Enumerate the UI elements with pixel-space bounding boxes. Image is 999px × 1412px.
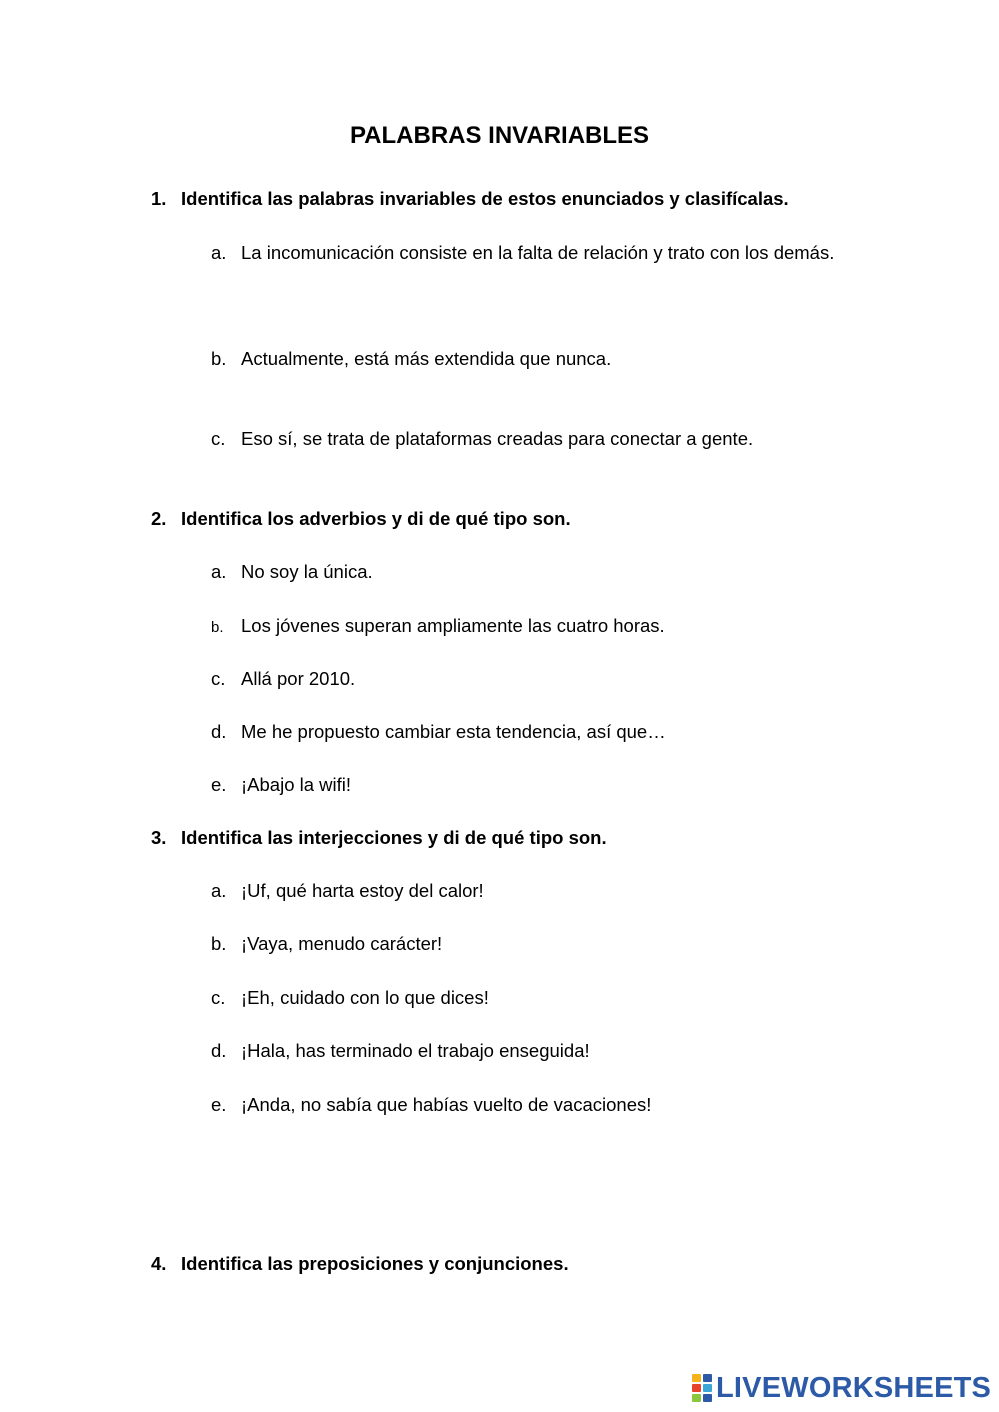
logo-square xyxy=(703,1374,712,1382)
item-letter: c. xyxy=(211,428,226,449)
question-prompt: Identifica las preposiciones y conjunciones. xyxy=(181,1253,569,1274)
question-3-heading xyxy=(151,826,607,850)
question-3-item-e xyxy=(211,1091,877,1118)
item-letter: a. xyxy=(211,242,227,263)
question-4-heading xyxy=(151,1252,569,1276)
item-letter: d. xyxy=(211,1040,227,1061)
question-3-item-a xyxy=(211,877,877,904)
question-prompt: Identifica las palabras invariables de estos enunciados y clasifícalas. xyxy=(181,188,789,209)
question-2-item-b xyxy=(211,612,877,639)
logo-square xyxy=(703,1394,712,1402)
item-letter: e. xyxy=(211,774,227,795)
question-2-heading xyxy=(151,507,571,531)
question-1-item-b xyxy=(211,345,877,372)
item-text: Actualmente, está más extendida que nunca. xyxy=(241,348,612,369)
item-text: ¡Vaya, menudo carácter! xyxy=(241,933,443,954)
item-letter: a. xyxy=(211,561,227,582)
question-2-item-e xyxy=(211,771,877,798)
question-prompt: Identifica los adverbios y di de qué tipo son. xyxy=(181,508,571,529)
question-2-item-d xyxy=(211,718,877,745)
question-1-item-a xyxy=(211,239,877,266)
item-letter: b. xyxy=(211,933,227,954)
logo-square xyxy=(692,1394,701,1402)
question-prompt: Identifica las interjecciones y di de qué tipo son. xyxy=(181,827,607,848)
item-letter: a. xyxy=(211,880,227,901)
question-number: 4. xyxy=(151,1253,167,1274)
item-letter: e. xyxy=(211,1094,227,1115)
item-letter: c. xyxy=(211,987,226,1008)
item-text: Los jóvenes superan ampliamente las cuatro horas. xyxy=(241,615,665,636)
item-text: La incomunicación consiste en la falta de relación y trato con los demás. xyxy=(241,242,835,263)
item-text: ¡Uf, qué harta estoy del calor! xyxy=(241,880,484,901)
liveworksheets-logo-icon xyxy=(692,1374,712,1402)
liveworksheets-logo[interactable] xyxy=(692,1372,991,1404)
logo-square xyxy=(703,1384,712,1392)
item-text: ¡Abajo la wifi! xyxy=(241,774,352,795)
logo-square xyxy=(692,1384,701,1392)
question-1-heading xyxy=(151,187,789,211)
question-number: 1. xyxy=(151,188,167,209)
question-2-item-a xyxy=(211,558,877,585)
item-text: ¡Eh, cuidado con lo que dices! xyxy=(241,987,489,1008)
item-letter: b. xyxy=(211,348,227,369)
item-text: ¡Hala, has terminado el trabajo enseguida! xyxy=(241,1040,590,1061)
question-1-item-c xyxy=(211,425,877,452)
item-text: Eso sí, se trata de plataformas creadas para conectar a gente. xyxy=(241,428,754,449)
question-2-item-c xyxy=(211,665,877,692)
logo-square xyxy=(692,1374,701,1382)
logo-text: LIVEWORKSHEETS xyxy=(716,1372,992,1404)
page-title: PALABRAS INVARIABLES xyxy=(349,122,650,149)
item-letter: b. xyxy=(211,619,224,636)
item-text: Me he propuesto cambiar esta tendencia, así que… xyxy=(241,721,666,742)
item-text: Allá por 2010. xyxy=(241,668,356,689)
item-letter: c. xyxy=(211,668,226,689)
item-text: No soy la única. xyxy=(241,561,373,582)
question-3-item-b xyxy=(211,930,877,957)
question-number: 3. xyxy=(151,827,167,848)
item-text: ¡Anda, no sabía que habías vuelto de vacaciones! xyxy=(241,1094,652,1115)
question-3-item-c xyxy=(211,984,877,1011)
item-letter: d. xyxy=(211,721,227,742)
question-3-item-d xyxy=(211,1037,877,1064)
question-number: 2. xyxy=(151,508,167,529)
